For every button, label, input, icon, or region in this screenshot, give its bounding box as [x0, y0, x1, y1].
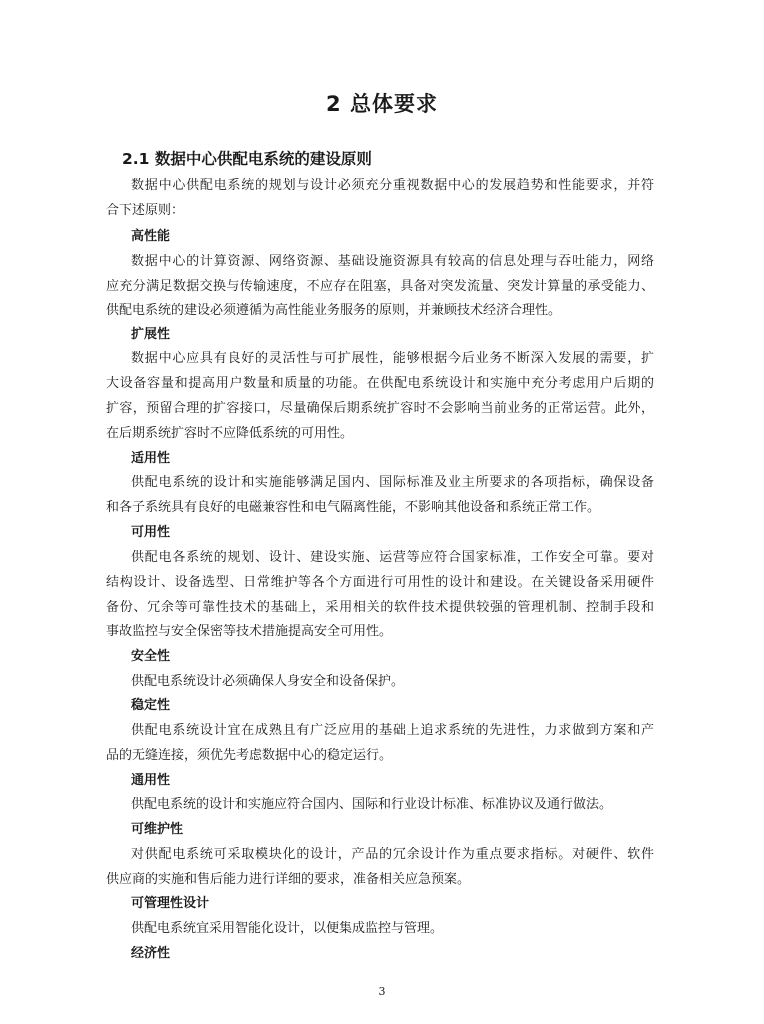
principle-heading-applicability: 适用性	[131, 451, 171, 466]
principle-line: 备份、冗余等可靠性技术的基础上，采用相关的软件技术提供较强的管理机制、控制手段和	[106, 600, 654, 615]
principle-line: 供配电系统的设计和实施应符合国内、国际和行业设计标准、标准协议及通行做法。	[131, 797, 613, 812]
principle-line: 品的无缝连接，须优先考虑数据中心的稳定运行。	[106, 748, 393, 763]
principle-heading-economy: 经济性	[131, 946, 171, 961]
principle-line: 和各子系统具有良好的电磁兼容性和电气隔离性能，不影响其他设备和系统正常工作。	[106, 500, 601, 515]
principle-line: 供应商的实施和售后能力进行详细的要求，准备相关应急预案。	[106, 872, 471, 887]
principle-line: 事故监控与安全保密等技术措施提高安全可用性。	[106, 624, 393, 639]
principle-line: 供配电系统的建设必须遵循为高性能业务服务的原则，并兼顾技术经济合理性。	[106, 303, 562, 318]
chapter-title: 2 总体要求	[326, 92, 438, 116]
principle-line: 数据中心应具有良好的灵活性与可扩展性，能够根据今后业务不断深入发展的需要，扩	[131, 351, 654, 366]
principle-heading-high-performance: 高性能	[131, 229, 171, 244]
principle-line: 数据中心的计算资源、网络资源、基础设施资源具有较高的信息处理与吞吐能力，网络	[131, 254, 654, 269]
principle-line: 供配电系统设计必须确保人身安全和设备保护。	[131, 674, 405, 689]
principle-line: 大设备容量和提高用户数量和质量的功能。在供配电系统设计和实施中充分考虑用户后期的	[106, 376, 654, 391]
principle-line: 供配电各系统的规划、设计、建设实施、运营等应符合国家标准，工作安全可靠。要对	[131, 550, 654, 565]
principle-line: 供配电系统的设计和实施能够满足国内、国际标准及业主所要求的各项指标，确保设备	[131, 475, 654, 490]
principle-heading-maintainability: 可维护性	[131, 822, 184, 837]
principle-heading-safety: 安全性	[131, 649, 171, 664]
principle-heading-manageability: 可管理性设计	[131, 896, 210, 911]
principle-line: 扩容，预留合理的扩容接口，尽量确保后期系统扩容时不会影响当前业务的正常运营。此外，	[106, 401, 654, 416]
principle-heading-stability: 稳定性	[131, 698, 171, 713]
principle-heading-availability: 可用性	[131, 525, 171, 540]
intro-line: 数据中心供配电系统的规划与设计必须充分重视数据中心的发展趋势和性能要求，并符	[131, 178, 654, 193]
page-number: 3	[378, 985, 386, 998]
principle-line: 供配电系统宜采用智能化设计，以便集成监控与管理。	[131, 921, 444, 936]
principle-line: 对供配电系统可采取模块化的设计，产品的冗余设计作为重点要求指标。对硬件、软件	[131, 847, 654, 862]
principle-line: 在后期系统扩容时不应降低系统的可用性。	[106, 426, 354, 441]
principle-line: 供配电系统设计宜在成熟且有广泛应用的基础上追求系统的先进性，力求做到方案和产	[131, 723, 654, 738]
principle-line: 结构设计、设备选型、日常维护等各个方面进行可用性的设计和建设。在关键设备采用硬件	[106, 575, 654, 590]
principle-heading-scalability: 扩展性	[131, 327, 171, 342]
section-title: 2.1 数据中心供配电系统的建设原则	[122, 150, 372, 168]
principle-heading-universality: 通用性	[131, 773, 171, 788]
principle-line: 应充分满足数据交换与传输速度，不应存在阻塞，具备对突发流量、突发计算量的承受能力、	[106, 279, 654, 294]
intro-line: 合下述原则：	[106, 203, 185, 218]
